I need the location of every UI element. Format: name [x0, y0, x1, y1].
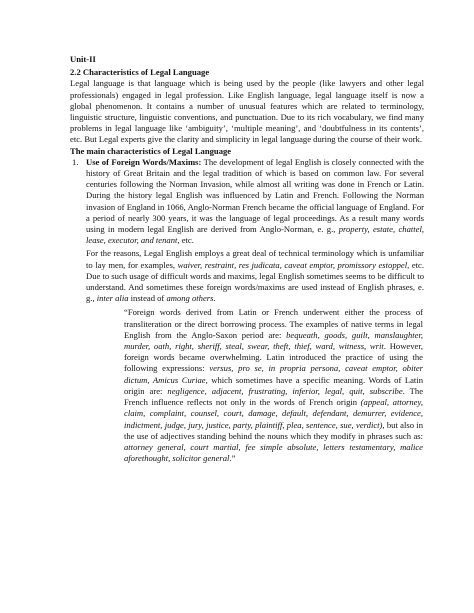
quote-italic-1: bequeath, goods, guilt, manslaughter, murder, oath, right, sheriff, steal, swear, theft, thief, ward, witness, writ — [124, 329, 424, 352]
intro-paragraph: Legal language is that language which is being used by the people (like lawyers and other legal professionals) engaged in legal profession. Like English language, legal language itself is now a global phenomenon. It contains a number of unusual features which are related to terminology, linguistic structure, linguistic conventions, and punctuation. Due to its rich vocabulary, we find many problems in legal language like ‘ambiguity’, ‘multiple meaning’, and ‘doubtfulness in its contents’, etc. But Legal experts give the clarity and simplicity in legal language during the course of their work. — [70, 78, 424, 145]
unit-heading: Unit-II — [70, 54, 96, 64]
para2-text-d: . — [213, 293, 216, 304]
item-text-a: The development of legal English is closely connected with the history of Great Britain and the legal tradition of which is based on common law. For several centuries following the Norman Invasion, while almost all writing was done in French or Latin. During the history legal English was influenced by Latin and French. Following the Norman invasion of England in 1066, Anglo-Norman French became the official language of England. For a period of nearly 300 years, it was the language of legal proceedings. As a result many words using in modern legal English are derived from Anglo-Norman, e. g., — [86, 156, 424, 235]
item-examples-a: property, estate, chattel, lease, executor, and tenant — [86, 224, 424, 246]
quote-text-3: , which sometimes have a specific meaning. Words of Latin origin are: — [124, 374, 423, 396]
quote-text-4: . The French influence reflects not only in the words of French origin — [124, 385, 424, 408]
item-paragraph-2 — [86, 248, 424, 304]
para2-text-b: , etc. Due to such usage of difficult words and maxims, legal English sometimes seems to be difficult to understand. And sometimes these foreign words/maxims are used instead of English phrases, e. g., — [86, 259, 425, 304]
quote-text-5: , but also in the use of adjectives standing behind the nouns which they modify in phrases such as: — [124, 419, 423, 441]
quote-italic-4: (appeal, attorney, claim, complaint, counsel, court, damage, default, defendant, demurrer, evidence, indictment, judge, jury, justice, party, plaintiff, plea, sentence, sue, verdict) — [124, 397, 423, 430]
quote-italic-2: versus, pro se, in propria persona, caveat emptor, obiter dictum, Amicus Curiae — [124, 363, 423, 385]
item-title: Use of Foreign Words/Maxims: — [86, 156, 202, 167]
item-paragraph-1 — [86, 157, 424, 247]
para2-inter-alia: inter alia — [96, 293, 129, 304]
list-number: 1. — [72, 156, 79, 167]
main-characteristics-heading: The main characteristics of Legal Language — [70, 145, 232, 156]
section-title: 2.2 Characteristics of Legal Language — [70, 67, 210, 78]
quote-text-2: . However, foreign words became overwhelming. Latin introduced the practice of using the following expressions: — [124, 341, 423, 374]
item-text-b: , etc. — [177, 235, 194, 246]
para2-examples: waiver, restraint, res judicata, caveat emptor, promissory estoppel — [177, 259, 408, 270]
para2-among-others: among others — [166, 293, 214, 304]
quote-italic-5: attorney general, court martial, fee simple absolute, letters testamentary, malice aforethought, solicitor general — [124, 441, 423, 464]
quote-text-6: .” — [229, 453, 236, 464]
para2-text-c: instead of — [128, 293, 167, 304]
quote-text-1: “Foreign words derived from Latin or French underwent either the process of transliteration or the direct borrowing process. The examples of native terms in legal English from the Anglo-Saxon period are: — [124, 307, 423, 340]
para2-text-a: For the reasons, Legal English employs a great deal of technical terminology which is unfamiliar to lay men, for examples, — [86, 248, 424, 270]
block-quote — [124, 307, 423, 464]
quote-italic-3: negligence, adjacent, frustrating, inferior, legal, quit, subscribe — [167, 385, 403, 396]
list-item-foreign-words — [70, 157, 424, 464]
